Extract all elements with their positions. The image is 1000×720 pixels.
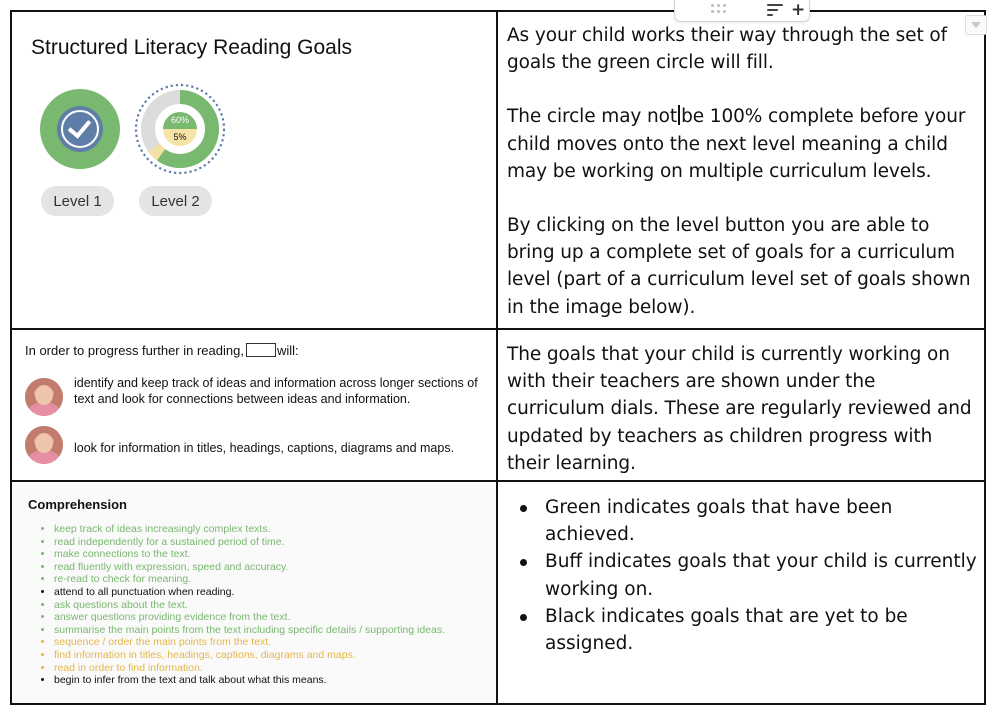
legend-item-green: Green indicates goals that have been achieved. bbox=[520, 494, 985, 548]
comprehension-goal: • read fluently with expression, speed and accuracy. bbox=[54, 561, 445, 574]
goal-item: look for information in titles, headings, captions, diagrams and maps. bbox=[74, 441, 455, 455]
comprehension-goal: • make connections to the text. bbox=[54, 548, 445, 561]
comprehension-title: Comprehension bbox=[28, 497, 127, 512]
legend-item-buff: Buff indicates goals that your child is currently working on. bbox=[520, 548, 985, 602]
table-column-divider bbox=[496, 10, 498, 705]
sort-lines-icon[interactable] bbox=[767, 3, 783, 17]
comprehension-goal: • ask questions about the text. bbox=[54, 599, 445, 612]
plus-icon[interactable]: + bbox=[791, 0, 806, 20]
comprehension-goal: • summarise the main points from the text including specific details / supporting ideas. bbox=[54, 624, 445, 637]
intro-paragraph-2 bbox=[507, 103, 977, 185]
comprehension-goal-list bbox=[40, 523, 445, 687]
progress-prefix: In order to progress further in reading, bbox=[25, 343, 244, 358]
chevron-down-icon[interactable] bbox=[965, 15, 987, 35]
level-1-button[interactable]: Level 1 bbox=[41, 186, 114, 216]
comprehension-goal: • sequence / order the main points from the text. bbox=[54, 636, 445, 649]
buff-percent-label: 5% bbox=[173, 132, 187, 142]
page-title: Structured Literacy Reading Goals bbox=[31, 36, 352, 59]
comprehension-goal: • read in order to find information. bbox=[54, 662, 445, 675]
comprehension-goal: • read independently for a sustained period of time. bbox=[54, 536, 445, 549]
intro-paragraph-3: By clicking on the level button you are able to bring up a complete set of goals for a curriculum level (part of a curriculum level set of goals shown in the image below). bbox=[507, 215, 971, 318]
legend-item-black: Black indicates goals that are yet to be assigned. bbox=[520, 603, 985, 657]
comprehension-goal: • begin to infer from the text and talk about what this means. bbox=[54, 674, 445, 687]
checkmark-icon bbox=[57, 106, 103, 152]
comprehension-goal: • re-read to check for meaning. bbox=[54, 573, 445, 586]
table-row-divider bbox=[10, 480, 986, 482]
comprehension-goal: • find information in titles, headings, captions, diagrams and maps. bbox=[54, 649, 445, 662]
green-percent-label: 60% bbox=[170, 115, 190, 125]
level-2-dial[interactable] bbox=[134, 83, 226, 175]
intro-p2-start: The circle may not bbox=[507, 106, 678, 128]
comprehension-goal: • keep track of ideas increasingly complex texts. bbox=[54, 523, 445, 536]
drag-handle-icon[interactable] bbox=[711, 4, 729, 16]
color-legend-list bbox=[520, 494, 985, 657]
intro-text bbox=[507, 22, 977, 321]
block-toolbar bbox=[674, 0, 810, 22]
comprehension-goal: • attend to all punctuation when reading. bbox=[54, 586, 445, 599]
text-cursor bbox=[678, 105, 680, 125]
intro-paragraph-1: As your child works their way through the set of goals the green circle will fill. bbox=[507, 25, 948, 74]
goals-note: The goals that your child is currently working on with their teachers are shown under the curriculum dials. These are regularly reviewed and updated by teachers as children progress with their learning. bbox=[507, 344, 972, 474]
teacher-avatar bbox=[25, 378, 63, 416]
level-2-button[interactable]: Level 2 bbox=[139, 186, 212, 216]
progress-statement bbox=[25, 343, 299, 358]
table-row-divider bbox=[10, 328, 986, 330]
level-1-dial[interactable] bbox=[40, 89, 120, 169]
goal-item: identify and keep track of ideas and information across longer sections of text and look for connections between ideas and information. bbox=[74, 376, 478, 406]
teacher-avatar bbox=[25, 426, 63, 464]
intro-p2-rest: be 100% complete before your child moves onto the next level meaning a child may be working on multiple curriculum levels. bbox=[507, 106, 966, 182]
comprehension-goal: • answer questions providing evidence from the text. bbox=[54, 611, 445, 624]
progress-suffix: will: bbox=[276, 343, 299, 358]
child-name-field[interactable] bbox=[246, 343, 276, 357]
